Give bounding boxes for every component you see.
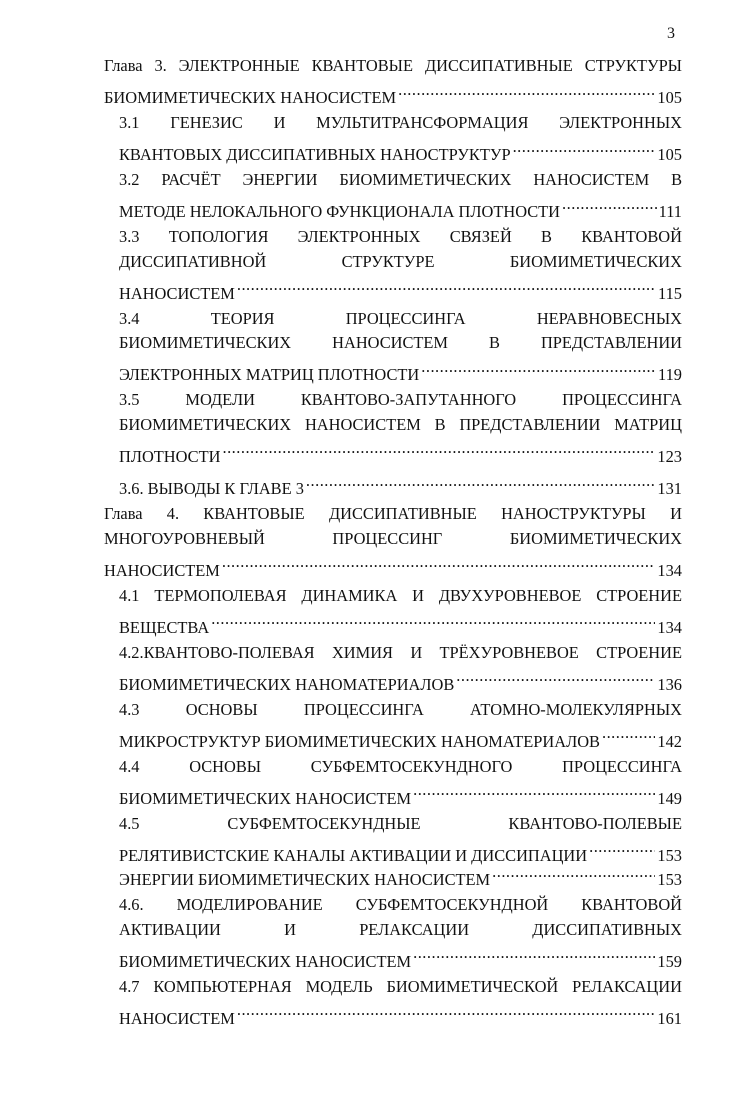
toc-section-entry[interactable] bbox=[119, 470, 682, 498]
toc-section-entry[interactable] bbox=[119, 893, 682, 971]
toc-last-line bbox=[119, 136, 682, 164]
toc-word: КВАНТОВЫЕ bbox=[203, 504, 305, 523]
toc-title-text: НАНОСИСТЕМ bbox=[119, 1008, 235, 1028]
toc-page-number: 123 bbox=[657, 446, 682, 466]
toc-word: 3.3 bbox=[119, 227, 140, 246]
toc-page-number: 134 bbox=[657, 617, 682, 637]
toc-line bbox=[119, 413, 682, 438]
toc-line bbox=[119, 755, 682, 780]
dot-leader bbox=[222, 437, 655, 462]
toc-chapter-entry[interactable] bbox=[104, 54, 682, 107]
toc-last-line bbox=[119, 193, 682, 221]
toc-word: МАТРИЦ bbox=[614, 414, 682, 434]
toc-line bbox=[119, 168, 682, 193]
toc-word: ЭЛЕКТРОННЫХ bbox=[297, 227, 421, 246]
toc-word: КОМПЬЮТЕРНАЯ bbox=[153, 976, 292, 996]
toc-word: ТЕРМОПОЛЕВАЯ bbox=[154, 585, 287, 605]
dot-leader bbox=[602, 722, 655, 747]
toc-last-line bbox=[119, 836, 682, 865]
toc-word: МНОГОУРОВНЕВЫЙ bbox=[104, 528, 265, 548]
toc-title-text: КВАНТОВЫХ ДИССИПАТИВНЫХ НАНОСТРУКТУР bbox=[119, 145, 511, 164]
toc-word: СТРУКТУРЕ bbox=[341, 251, 435, 271]
toc-word: ЭНЕРГИИ bbox=[242, 170, 318, 189]
toc-page-number: 136 bbox=[657, 674, 682, 694]
dot-leader bbox=[562, 193, 657, 218]
toc-word: СТРОЕНИЕ bbox=[596, 642, 682, 662]
toc-last-line bbox=[119, 999, 682, 1028]
toc-word: НАНОСИСТЕМ bbox=[533, 170, 650, 189]
toc-word: ПРОЦЕССИНГА bbox=[562, 756, 682, 776]
toc-line bbox=[104, 54, 682, 79]
toc-word: БИОМИМЕТИЧЕСКИХ bbox=[119, 333, 292, 352]
dot-leader bbox=[413, 942, 655, 967]
toc-word: ДВУХУРОВНЕВОЕ bbox=[438, 585, 582, 605]
toc-word: В bbox=[434, 414, 446, 434]
toc-word: ДИССИПАТИВНЫЕ bbox=[328, 504, 477, 523]
toc-page-number: 111 bbox=[658, 202, 682, 221]
toc-section-entry[interactable] bbox=[119, 755, 682, 808]
toc-word: НЕРАВНОВЕСНЫХ bbox=[536, 308, 682, 328]
toc-section-entry[interactable] bbox=[119, 641, 682, 694]
toc-last-line bbox=[119, 779, 682, 808]
toc-title-text: БИОМИМЕТИЧЕСКИХ НАНОСИСТЕМ bbox=[104, 88, 397, 107]
toc-title-text: БИОМИМЕТИЧЕСКИХ НАНОСИСТЕМ bbox=[119, 951, 412, 971]
toc-word: МОДЕЛЬ bbox=[305, 976, 373, 996]
toc-word: МУЛЬТИТРАНСФОРМАЦИЯ bbox=[316, 113, 529, 132]
dot-leader bbox=[237, 274, 656, 299]
toc-word: ДИНАМИКА bbox=[301, 585, 398, 605]
toc-word: ПРОЦЕССИНГА bbox=[303, 699, 424, 719]
toc-page-number: 105 bbox=[657, 145, 682, 164]
toc-word: 4.1 bbox=[119, 585, 140, 605]
toc-word: ЭЛЕКТРОННЫХ bbox=[559, 113, 682, 132]
toc-line bbox=[119, 975, 682, 1000]
toc-section-entry[interactable] bbox=[119, 168, 682, 221]
toc-word: СТРОЕНИЕ bbox=[596, 585, 682, 605]
dot-leader bbox=[456, 665, 655, 690]
toc-word: АКТИВАЦИИ bbox=[119, 919, 221, 939]
toc-word: РАСЧЁТ bbox=[161, 170, 221, 189]
toc-word: 4.4 bbox=[119, 756, 140, 776]
dot-leader bbox=[211, 608, 655, 633]
toc-title-text: БИОМИМЕТИЧЕСКИХ НАНОСИСТЕМ bbox=[119, 788, 412, 808]
toc-section-entry[interactable] bbox=[119, 388, 682, 466]
toc-word: СУБФЕМТОСЕКУНДНОЙ bbox=[355, 895, 549, 914]
toc-word: ГЕНЕЗИС bbox=[170, 113, 243, 132]
dot-leader bbox=[398, 79, 655, 104]
toc-page-number: 161 bbox=[657, 1008, 682, 1028]
toc-word: 3.4 bbox=[119, 308, 140, 328]
toc-page-number: 105 bbox=[657, 88, 682, 107]
toc-section-entry[interactable] bbox=[119, 698, 682, 751]
toc-chapter-entry[interactable] bbox=[104, 502, 682, 580]
toc-word: БИОМИМЕТИЧЕСКИХ bbox=[339, 170, 512, 189]
toc-last-line bbox=[119, 274, 682, 303]
toc-line bbox=[119, 641, 682, 666]
toc-word: Глава bbox=[104, 504, 143, 523]
dot-leader bbox=[413, 779, 655, 804]
toc-word: РЕЛАКСАЦИИ bbox=[359, 919, 470, 939]
toc-page-number: 153 bbox=[657, 870, 682, 889]
toc-word: ПРОЦЕССИНГА bbox=[345, 308, 466, 328]
toc-line bbox=[119, 225, 682, 250]
toc-word: МОДЕЛИРОВАНИЕ bbox=[176, 895, 323, 914]
toc-word: БИОМИМЕТИЧЕСКИХ bbox=[509, 528, 682, 548]
toc-word: 3.2 bbox=[119, 170, 140, 189]
toc-section-entry[interactable] bbox=[119, 307, 682, 384]
toc-line bbox=[119, 111, 682, 136]
toc-word: И bbox=[670, 504, 682, 523]
toc-word: ПРЕДСТАВЛЕНИИ bbox=[459, 414, 601, 434]
toc-last-line bbox=[119, 722, 682, 751]
dot-leader bbox=[492, 861, 655, 886]
toc-title-text: ЭЛЕКТРОННЫХ МАТРИЦ ПЛОТНОСТИ bbox=[119, 365, 420, 384]
toc-word: 4.5 bbox=[119, 813, 140, 833]
toc-word: 4.3 bbox=[119, 699, 140, 719]
toc-word: ОСНОВЫ bbox=[189, 756, 262, 776]
toc-word: СВЯЗЕЙ bbox=[449, 227, 512, 246]
toc-section-entry[interactable] bbox=[119, 584, 682, 637]
toc-word: В bbox=[541, 227, 552, 246]
toc-word: И bbox=[273, 113, 286, 132]
toc-word: 3.5 bbox=[119, 390, 140, 409]
toc-word: СТРУКТУРЫ bbox=[584, 56, 682, 75]
toc-word: ТЕОРИЯ bbox=[210, 308, 275, 328]
toc-line bbox=[119, 918, 682, 943]
toc-title-text: ЭНЕРГИИ БИОМИМЕТИЧЕСКИХ НАНОСИСТЕМ bbox=[119, 870, 491, 889]
toc-word: 4.2.КВАНТОВО-ПОЛЕВАЯ bbox=[119, 642, 315, 662]
toc-page-number: 142 bbox=[657, 731, 682, 751]
toc-line bbox=[119, 250, 682, 275]
dot-leader bbox=[513, 136, 656, 161]
toc-title-text: ВЕЩЕСТВА bbox=[119, 617, 210, 637]
toc-last-line bbox=[119, 437, 682, 466]
toc-word: АТОМНО-МОЛЕКУЛЯРНЫХ bbox=[470, 699, 682, 719]
toc-word: ПРОЦЕССИНГА bbox=[562, 390, 682, 409]
toc-title-text: МИКРОСТРУКТУР БИОМИМЕТИЧЕСКИХ НАНОМАТЕРИАЛОВ bbox=[119, 731, 600, 751]
toc-word: Глава bbox=[104, 56, 143, 75]
toc-last-line bbox=[119, 608, 682, 637]
toc-word: БИОМИМЕТИЧЕСКОЙ bbox=[386, 976, 559, 996]
toc-word: 3. bbox=[154, 56, 167, 75]
toc-page-number: 119 bbox=[658, 365, 682, 384]
toc-word: ДИССИПАТИВНЫЕ bbox=[424, 56, 573, 75]
toc-word: 4.7 bbox=[119, 976, 140, 996]
toc-line bbox=[119, 307, 682, 332]
toc-line bbox=[104, 502, 682, 527]
table-of-contents bbox=[104, 54, 682, 1028]
toc-word: И bbox=[412, 585, 424, 605]
toc-word: НАНОСИСТЕМ bbox=[332, 333, 448, 352]
toc-page-number: 153 bbox=[657, 845, 682, 865]
toc-section-entry[interactable] bbox=[119, 975, 682, 1028]
toc-line bbox=[119, 388, 682, 413]
toc-page-number: 149 bbox=[657, 788, 682, 808]
toc-word: МОДЕЛИ bbox=[185, 390, 255, 409]
toc-title-text: ПЛОТНОСТИ bbox=[119, 446, 221, 466]
toc-word: 3.1 bbox=[119, 113, 140, 132]
toc-word: 4. bbox=[166, 504, 180, 523]
toc-word: СУБФЕМТОСЕКУНДНОГО bbox=[310, 756, 513, 776]
toc-word: ТРЁХУРОВНЕВОЕ bbox=[439, 642, 579, 662]
toc-title-text: МЕТОДЕ НЕЛОКАЛЬНОГО ФУНКЦИОНАЛА ПЛОТНОСТИ bbox=[119, 202, 561, 221]
dot-leader bbox=[421, 356, 656, 381]
toc-title-text: НАНОСИСТЕМ bbox=[104, 560, 220, 580]
toc-line bbox=[119, 331, 682, 356]
toc-word: КВАНТОВО-ЗАПУТАННОГО bbox=[300, 390, 517, 409]
toc-word: И bbox=[410, 642, 423, 662]
toc-last-line bbox=[104, 79, 682, 107]
toc-word: СУБФЕМТОСЕКУНДНЫЕ bbox=[227, 813, 421, 833]
toc-word: БИОМИМЕТИЧЕСКИХ bbox=[509, 251, 682, 271]
toc-title-text: РЕЛЯТИВИСТСКИЕ КАНАЛЫ АКТИВАЦИИ И ДИССИПАЦИИ bbox=[119, 845, 588, 865]
toc-line bbox=[119, 698, 682, 723]
page-number: 3 bbox=[667, 25, 675, 42]
toc-last-line bbox=[104, 551, 682, 580]
toc-word: КВАНТОВЫЕ bbox=[311, 56, 413, 75]
toc-page-number: 131 bbox=[657, 479, 682, 498]
toc-word: НАНОСИСТЕМ bbox=[304, 414, 421, 434]
dot-leader bbox=[306, 470, 656, 495]
dot-leader bbox=[222, 551, 656, 576]
toc-word: И bbox=[284, 919, 296, 939]
toc-word: ХИМИЯ bbox=[331, 642, 393, 662]
toc-page-number: 159 bbox=[657, 951, 682, 971]
toc-last-line bbox=[119, 470, 682, 498]
toc-word: КВАНТОВОЙ bbox=[581, 895, 682, 914]
toc-section-entry[interactable] bbox=[119, 812, 682, 865]
toc-last-line bbox=[119, 665, 682, 694]
toc-section-entry[interactable] bbox=[119, 225, 682, 303]
toc-word: ДИССИПАТИВНЫХ bbox=[532, 919, 682, 939]
toc-word: РЕЛАКСАЦИИ bbox=[572, 976, 682, 996]
toc-title-text: БИОМИМЕТИЧЕСКИХ НАНОМАТЕРИАЛОВ bbox=[119, 674, 455, 694]
toc-last-line bbox=[119, 942, 682, 971]
toc-word: ДИССИПАТИВНОЙ bbox=[119, 251, 267, 271]
toc-word: В bbox=[671, 170, 682, 189]
dot-leader bbox=[237, 999, 656, 1024]
toc-section-entry[interactable] bbox=[119, 111, 682, 164]
toc-page-number: 115 bbox=[658, 283, 682, 303]
toc-last-line bbox=[119, 356, 682, 384]
dot-leader bbox=[589, 836, 655, 861]
toc-word: НАНОСТРУКТУРЫ bbox=[501, 504, 646, 523]
toc-line bbox=[119, 893, 682, 918]
toc-word: БИОМИМЕТИЧЕСКИХ bbox=[119, 414, 292, 434]
toc-title-text: 3.6. ВЫВОДЫ К ГЛАВЕ 3 bbox=[119, 479, 304, 498]
toc-title-text: НАНОСИСТЕМ bbox=[119, 283, 235, 303]
toc-word: КВАНТОВО-ПОЛЕВЫЕ bbox=[508, 813, 682, 833]
toc-word: ОСНОВЫ bbox=[185, 699, 258, 719]
toc-word: ПРОЦЕССИНГ bbox=[332, 528, 443, 548]
toc-page-number: 134 bbox=[657, 560, 682, 580]
toc-word: 4.6. bbox=[119, 895, 144, 914]
toc-line bbox=[119, 584, 682, 609]
toc-line bbox=[119, 812, 682, 837]
toc-word: ПРЕДСТАВЛЕНИИ bbox=[540, 333, 682, 352]
toc-word: КВАНТОВОЙ bbox=[581, 227, 682, 246]
toc-line bbox=[104, 527, 682, 552]
toc-word: ТОПОЛОГИЯ bbox=[168, 227, 269, 246]
toc-word: ЭЛЕКТРОННЫЕ bbox=[178, 56, 300, 75]
toc-word: В bbox=[489, 333, 500, 352]
